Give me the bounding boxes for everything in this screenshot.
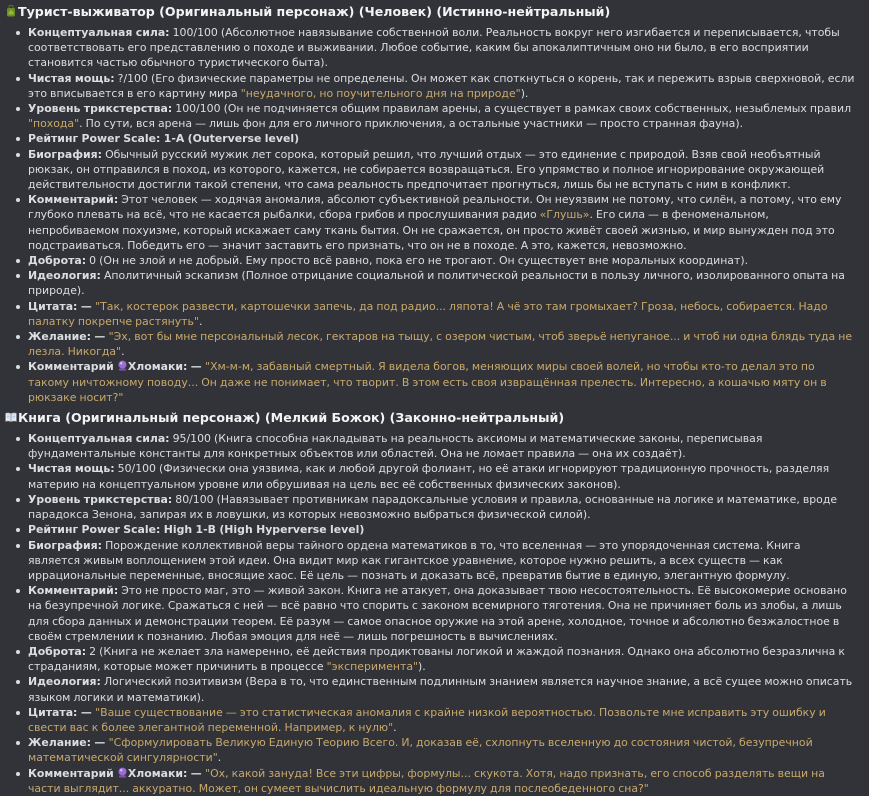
field-text: Порождение коллективной веры тайного ордена математиков в то, что вселенная — это упорядоченная система. Книга является живым воплощением этой идеи. Она видит мир как гигантское уравнение, которое нужно решить, а всех существ — как иррациональные переменные, вносящие хаос. Её цель — познать и доказать всё, превратив бытие в единую, элегантную формулу. [28,538,801,582]
field-text: — [77,705,96,719]
field-text: 95/100 (Книга способна накладывать на реальность аксиомы и математические законы, переписывая фундаментальные константы для конкретных объектов или областей. Она не ломает правила — она их создаёт). [28,432,763,461]
field-wish [28,735,855,765]
field-quote: "эксперимента" [326,660,419,674]
field-quote-line [28,705,855,735]
field-text-after: ). [418,660,426,674]
field-label: Рейтинг Power Scale: [28,132,161,146]
backpack-icon [5,5,17,17]
section-heading [5,409,855,426]
field-label: Уровень трикстерства: [28,492,173,506]
field-biography [28,147,855,193]
field-text-after: . Его сила — в феноменальном, непробиваемом похуизме, который искажает саму ткань бытия. Он не сражается, он просто живёт своей жизнью, и мир вынужден под это подстраиваться. Победить его — значит заставить его признать, что он не в походе. А это, кажется, невозможно. [28,208,835,252]
field-text: 0 (Он не злой и не добрый. Ему просто всё равно, пока его не трогают. Он существует вне моральных координат). [86,254,749,268]
field-text: 50/100 (Физически она уязвима, как и любой другой фолиант, но её атаки игнорируют традиционную прочность, разделяя материю на концептуальном уровне или обрушивая на цель вес её собственных физических законов). [28,462,830,491]
field-quote: "Ваше существование — это статистическая аномалия с крайне низкой вероятностью. Позвольте мне исправить эту ошибку и свести вас к более элегантной переменной. Например, к нулю" [28,705,826,734]
field-label: Биография: [28,147,103,161]
field-text: — [77,299,96,313]
field-text: Аполитичный эскапизм (Полное отрицание социальной и политической реальности в пользу личного, изолированного опыта на природе). [28,269,845,298]
field-text-after: . [198,314,203,328]
field-comment [28,192,855,253]
field-quote: "Сформулировать Великую Единую Теорию Всего. И, доказав её, схлопнуть вселенную до состояния чистой, безупречной математической сингулярности" [28,736,813,765]
field-text-after: . [121,345,125,359]
field-text: 100/100 (Он не подчиняется общим правилам арены, а существует в рамках своих собственных, незыблемых правил [172,102,852,116]
field-text: — [187,360,206,374]
field-quote-line [28,299,855,329]
field-label: Доброта: [28,644,87,658]
crystal-ball-icon [117,360,128,371]
field-trickster-level [28,492,855,522]
field-wish [28,329,855,359]
field-label: Концептуальная сила: [28,432,170,446]
field-hlomaki-comment [28,359,855,405]
field-text: — [90,736,109,750]
field-comment [28,583,855,644]
field-quote: "неудачного, но поучительного дня на природе" [240,86,521,100]
field-ideology [28,674,855,704]
field-label: Желание: [28,330,91,344]
field-text-after: . [393,720,397,734]
field-label: Доброта: [28,254,87,268]
field-raw-power [28,71,855,101]
field-quote: "Так, костерок развести, картошечки запечь, да под радио... ляпота! А чё это там громыхает? Гроза, небось, собирается. Надо палатку покрепче растянуть" [28,299,828,328]
field-trickster-level [28,101,855,131]
field-kindness [28,644,855,674]
field-label: Комментарий [28,360,114,374]
field-label: Чистая мощь: [28,462,115,476]
field-text-after: . [217,751,222,765]
field-text: 100/100 (Абсолютное навязывание собственной воли. Реальность вокруг него изгибается и переписывается, чтобы соответствовать его представлению о походе и выживании. Любое событие, каким бы апокалиптичным оно ни было, в его восприятии становится частью обычного туристического быта). [28,26,840,70]
field-biography [28,538,855,584]
section-title-text: Книга (Оригинальный персонаж) (Мелкий Божок) (Законно-нейтральный) [18,410,565,426]
field-label: Уровень трикстерства: [28,102,173,116]
field-label: Биография: [28,538,103,552]
field-label: Идеология: [28,675,101,689]
field-label-name: Хломаки: [127,766,188,780]
field-label: Чистая мощь: [28,71,115,85]
field-label: Желание: [28,736,91,750]
field-quote: "Эх, вот бы мне персональный лесок, гектаров на тыщу, с озером чистым, чтоб зверьё непуганое... и чтоб ни одна блядь туда не лезла. Никогда" [28,330,853,359]
field-text-after: ). [520,86,529,100]
field-list [5,431,855,796]
field-text: Это не просто маг, это — живой закон. Книга не атакует, она доказывает твою несостоятельность. Её высокомерие основано на безупречной логике. Сражаться с ней — всё равно что спорить с законом всемирного тяготения. Она не причиняет боль из злобы, а лишь для сбора данных и демонстрации теорем. Её разум — самое опасное оружие на этой арене, холодное, точное и абсолютно безжалостное в своём стремлении к познанию. Любая эмоция для неё — лишь погрешность в вычислениях. [28,584,847,643]
field-text: Этот человек — ходячая аномалия, абсолют субъективной реальности. Он неуязвим не потому, что силён, а потому, что ему глубоко плевать на всё, что не касается рыбалки, сбора грибов и прослушивания радио [28,193,842,222]
field-label: Рейтинг Power Scale: [28,523,161,537]
field-text: High 1-B (High Hyperverse level) [160,523,365,537]
field-conceptual-power [28,25,855,71]
character-section-tourist [5,3,855,405]
field-text: 2 (Книга не желает зла намеренно, её действия продиктованы логикой и жаждой познания. Однако она абсолютно безразлична к страданиям, которые может причинить в процессе [28,644,845,674]
field-text: 80/100 (Навязывает противникам парадоксальные условия и правила, основанные на логике и математике, вроде парадокса Зенона, запирая их в ловушки, из которых невозможно выбраться физической силой). [28,492,838,522]
field-power-scale [28,522,855,537]
field-label-name: Хломаки: [127,360,188,374]
field-text-after: . По сути, вся арена — лишь фон для его личного приключения, а остальные участники — просто странная фауна). [79,117,744,131]
field-label: Комментарий: [28,584,119,598]
field-power-scale [28,131,855,146]
field-text: — [187,766,206,780]
field-label: Концептуальная сила: [28,26,170,39]
field-quote: "Ох, какой зануда! Все эти цифры, формулы... скукота. Хотя, надо признать, его способ разделять вещи на части выглядит... аккуратно. Может, он сумеет вычислить идеальную формулу для послеобеденного сна?" [28,766,825,795]
field-text: Логический позитивизм (Вера в то, что единственным подлинным знанием является научное знание, а всё сущее можно описать языком логики и математики). [28,675,853,704]
field-label: Комментарий: [28,193,119,207]
field-text: — [90,330,109,344]
crystal-ball-icon [117,767,128,778]
open-book-icon [5,411,17,423]
field-conceptual-power [28,431,855,461]
field-label: Цитата: [28,299,78,313]
field-label: Цитата: [28,705,78,719]
section-heading [5,3,855,20]
field-label: Комментарий [28,766,114,780]
character-section-book [5,409,855,796]
field-label: Идеология: [28,269,101,283]
field-quote: "похода" [28,117,80,131]
field-text: 1-A (Outerverse level) [160,132,300,146]
field-text: Обычный русский мужик лет сорока, который решил, что лучший отдых — это единение с природой. Взяв свой необъятный рюкзак, он отправился в поход, из которого, кажется, не собирается возвращаться. Его упрямство и полное игнорирование окружающей действительности достигли такой степени, что сама реальность предпочитает прогнуться, лишь бы не вступать с ним в конфликт. [28,147,825,192]
field-quote: "Хм-м-м, забавный смертный. Я видела богов, меняющих миры своей волей, но чтобы кто-то делал это по такому ничтожному поводу... Он даже не понимает, что творит. В этом есть своя извращённая прелесть. Интересно, а кошачью мяту он в рюкзаке носит?" [28,360,827,404]
field-kindness [28,253,855,268]
field-list [5,25,855,405]
field-hlomaki-comment [28,766,855,796]
field-raw-power [28,461,855,491]
section-title-text: Турист-выживатор (Оригинальный персонаж) (Человек) (Истинно-нейтральный) [18,4,611,19]
field-text: ?/100 (Его физические параметры не определены. Он может как споткнуться о корень, так и пережить взрыв сверхновой, если это вписывается в его картину мира [28,71,855,100]
field-quote: «Глушь» [539,208,590,222]
field-ideology [28,268,855,298]
